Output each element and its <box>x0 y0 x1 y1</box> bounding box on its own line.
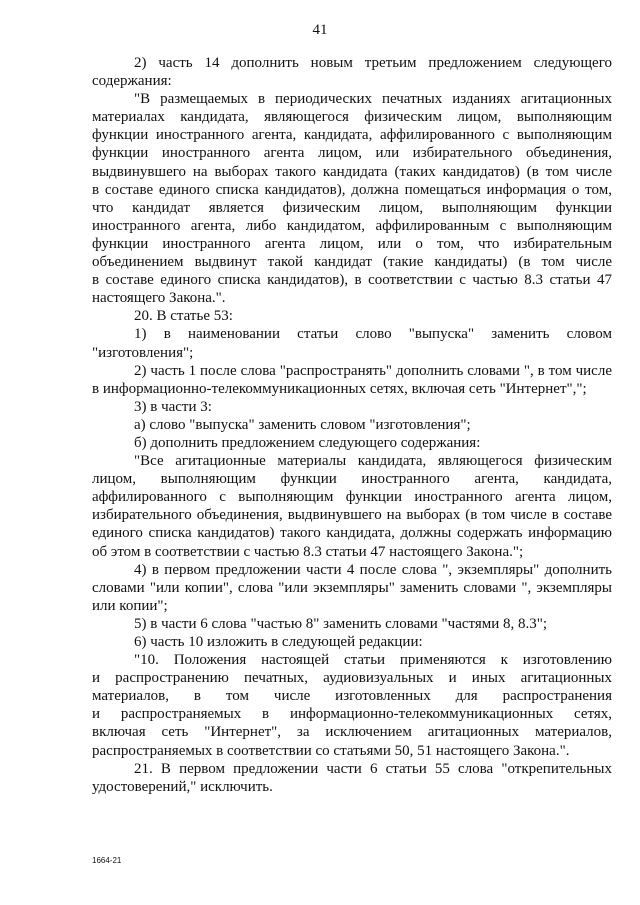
text-line: функции иностранного агента лицом, или избирательного объединения, <box>92 145 612 162</box>
text-line: 21. В первом предложении части 6 статьи 55 слова "открепительных <box>134 760 612 777</box>
text-line: функции иностранного агента лицом, или о том, что избирательным <box>92 235 612 252</box>
text-line: единого списка кандидатов) такого кандидата, должны содержать информацию <box>92 525 612 542</box>
text-line: "изготовления"; <box>92 344 194 361</box>
page-number: 41 <box>312 22 328 38</box>
text-line: об этом в соответствии с частью 8.3 статьи 47 настоящего Закона."; <box>92 543 524 560</box>
text-line: в составе единого списка кандидатов), в соответствии с частью 8.3 статьи 47 <box>92 272 612 289</box>
text-line: иностранного агента, либо кандидатом, аффилированным с выполняющим <box>92 217 612 234</box>
text-line: удостоверений," исключить. <box>92 778 273 795</box>
text-line: 20. В статье 53: <box>134 308 233 325</box>
text-line: лицом, выполняющим функции иностранного агента, кандидата, <box>92 471 612 488</box>
footer-code: 1664-21 <box>92 856 122 865</box>
text-line: материалов, в том числе изготовленных для распространения <box>92 688 612 705</box>
text-line: 4) в первом предложении части 4 после слова ", экземпляры" дополнить <box>134 561 612 578</box>
text-line: 3) в части 3: <box>134 398 212 415</box>
document-body <box>92 54 612 796</box>
text-line: выдвинувшего на выборах такого кандидата (таких кандидатов) (в том числе <box>92 163 612 180</box>
text-line: и распространению печатных, аудиовизуальных и иных агитационных <box>92 670 612 687</box>
text-line: материалах кандидата, являющегося физическим лицом, выполняющим <box>92 109 612 126</box>
text-line: "Все агитационные материалы кандидата, являющегося физическим <box>134 453 612 470</box>
text-line: распространяемых в соответствии со статьями 50, 51 настоящего Закона.". <box>92 742 570 759</box>
text-line: словами "или копии", слова "или экземпляры" заменить словами ", экземпляры <box>92 579 612 596</box>
text-line: включая сеть "Интернет", за исключением агитационных материалов, <box>92 724 612 741</box>
text-line: 5) в части 6 слова "частью 8" заменить словами "частями 8, 8.3"; <box>134 615 548 632</box>
text-line: аффилированного с выполняющим функции иностранного агента лицом, <box>92 489 612 506</box>
text-line: содержания: <box>92 73 172 90</box>
text-line: в составе единого списка кандидатов), должна помещаться информация о том, <box>92 181 612 198</box>
text-line: что кандидат является физическим лицом, выполняющим функции <box>92 199 612 216</box>
text-line: избирательного объединения, выдвинувшего на выборах (в том числе в составе <box>92 507 612 524</box>
text-line: или копии"; <box>92 597 168 614</box>
text-line: "В размещаемых в периодических печатных изданиях агитационных <box>134 91 612 108</box>
text-line: 2) часть 14 дополнить новым третьим предложением следующего <box>134 55 612 71</box>
text-line: 6) часть 10 изложить в следующей редакции: <box>134 634 423 650</box>
text-line: в информационно-телекоммуникационных сетях, включая сеть "Интернет","; <box>92 380 587 397</box>
text-line: объединением выдвинут такой кандидат (такие кандидаты) (в том числе <box>92 254 612 271</box>
text-line: и распространяемых в информационно-телекоммуникационных сетях, <box>92 706 612 723</box>
text-line: а) слово "выпуска" заменить словом "изготовления"; <box>134 416 471 433</box>
text-line: б) дополнить предложением следующего содержания: <box>134 434 481 451</box>
text-line: функции иностранного агента, кандидата, аффилированного с выполняющим <box>92 127 612 144</box>
text-line: настоящего Закона.". <box>92 290 226 307</box>
text-line: 1) в наименовании статьи слово "выпуска" заменить словом <box>134 326 612 343</box>
text-line: 2) часть 1 после слова "распространять" дополнить словами ", в том числе <box>134 362 612 379</box>
text-line: "10. Положения настоящей статьи применяются к изготовлению <box>134 652 612 669</box>
